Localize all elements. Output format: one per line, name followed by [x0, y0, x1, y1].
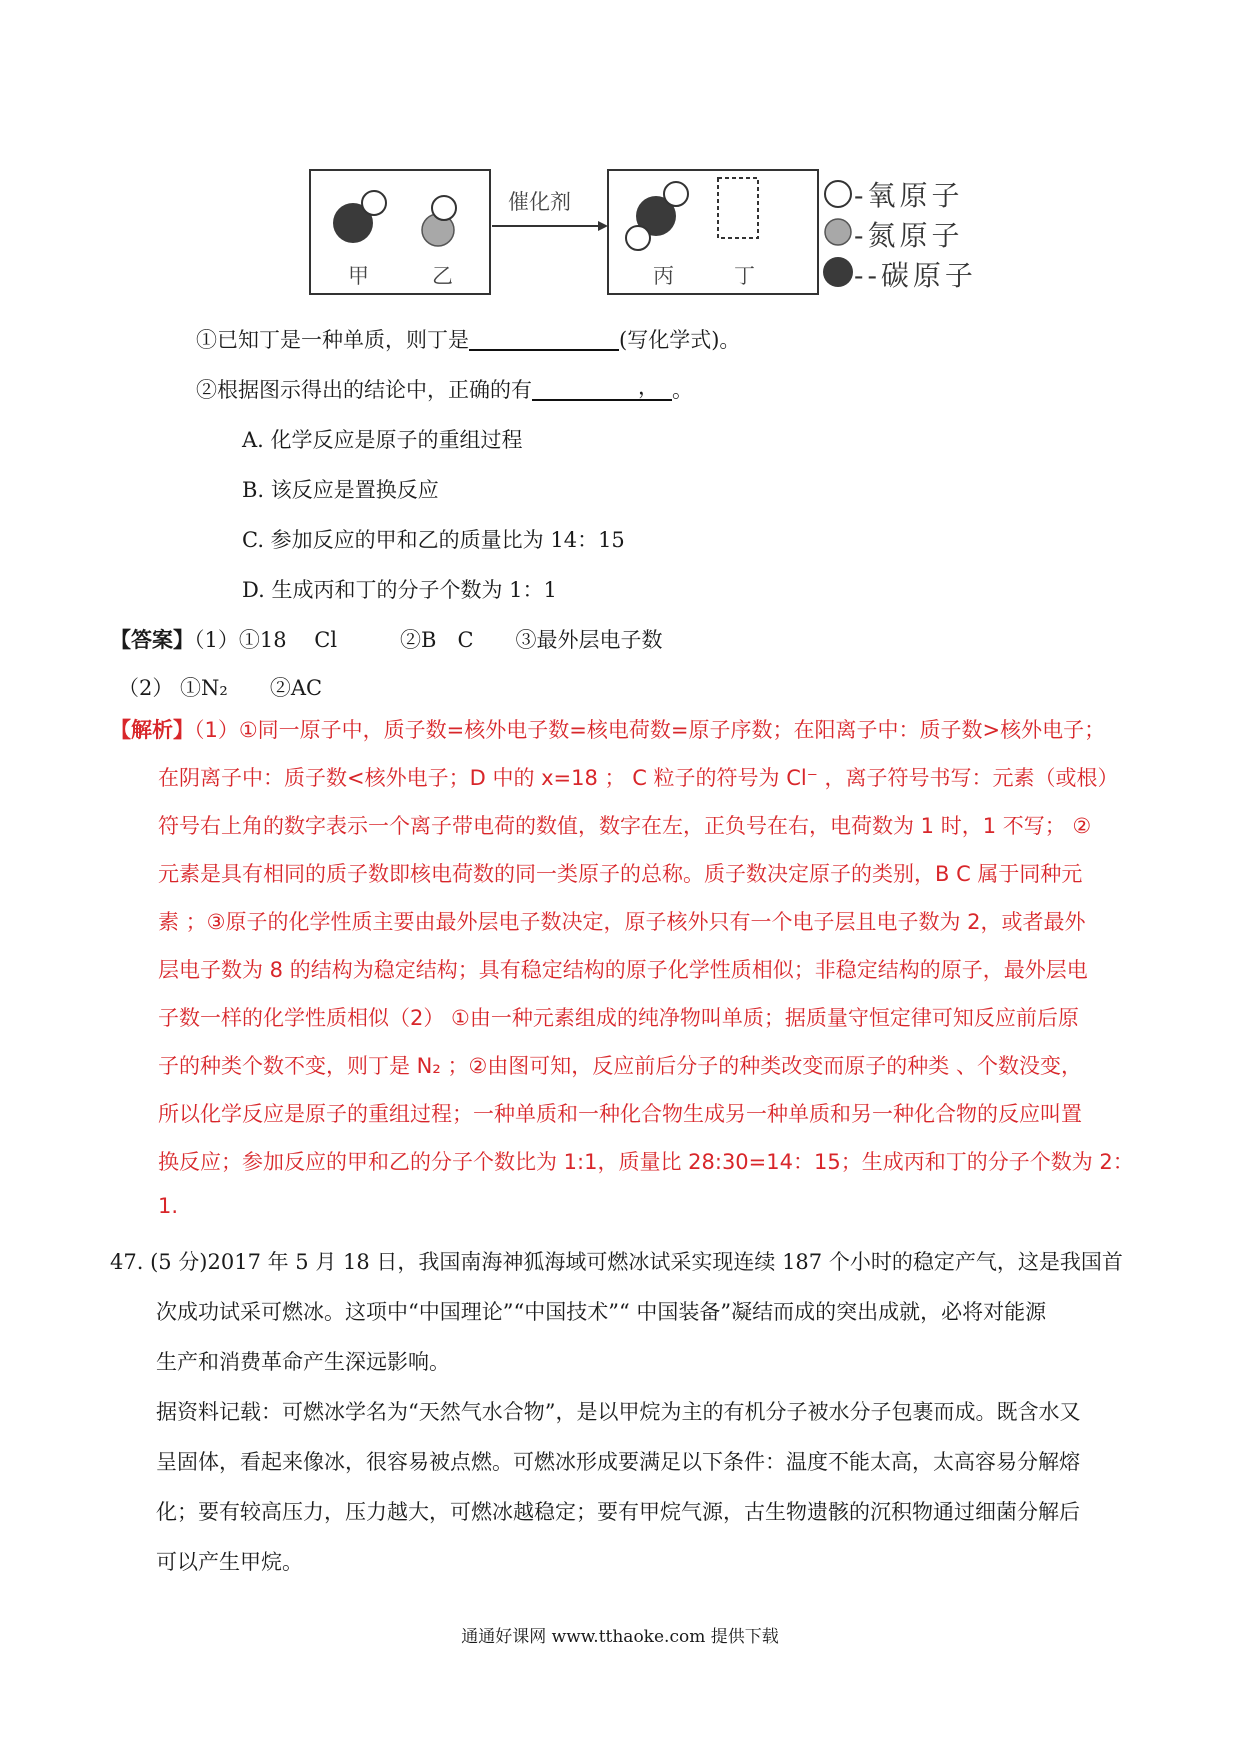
analysis-line-7: 子数一样的化学性质相似（2） ①由一种元素组成的纯净物叫单质；据质量守恒定律可知反应前后原 — [158, 1006, 1079, 1030]
option-a: A. 化学反应是原子的重组过程 — [242, 428, 523, 452]
analysis-line-4: 元素是具有相同的质子数即核电荷数的同一类原子的总称。质子数决定原子的类别，B C 属于同种元 — [158, 862, 1083, 886]
bing-oxygen-atom-2 — [626, 226, 650, 250]
yi-oxygen-atom — [432, 196, 456, 220]
legend-carbon-text: --碳原子 — [854, 259, 977, 292]
ding-label: 丁 — [734, 264, 755, 288]
question-1-blank[interactable] — [469, 327, 619, 351]
legend-carbon-circle — [823, 257, 853, 287]
analysis-line-5: 素 ；③原子的化学性质主要由最外层电子数决定，原子核外只有一个电子层且电子数为 2，或者最外 — [158, 910, 1086, 934]
legend-oxygen-text: -氧原子 — [854, 179, 964, 212]
question-2 — [196, 374, 693, 404]
question-1-prefix: ①已知丁是一种单质，则丁是 — [196, 328, 469, 352]
legend-nitrogen-text: -氮原子 — [854, 219, 964, 252]
legend-oxygen-circle — [825, 181, 851, 207]
analysis-label: 【解析】 — [110, 718, 194, 742]
analysis-line-3: 符号右上角的数字表示一个离子带电荷的数值，数字在左，正负号在右，电荷数为 1 时，1 不写； ② — [158, 814, 1092, 838]
arrow-head — [598, 221, 608, 231]
jia-label: 甲 — [348, 264, 369, 288]
analysis-line-10: 换反应；参加反应的甲和乙的分子个数比为 1:1，质量比 28:30=14：15；生成丙和丁的分子个数为 2： — [158, 1150, 1134, 1174]
question-2-suffix: 。 — [672, 378, 693, 402]
answer-line-1 — [110, 624, 663, 654]
legend-nitrogen-circle — [825, 219, 851, 245]
q47-line-2: 次成功试采可燃冰。这项中“中国理论”“中国技术”“ 中国装备”凝结而成的突出成就，必将对能源 — [156, 1300, 1047, 1324]
bing-label: 丙 — [653, 264, 674, 288]
analysis-line-2: 在阴离子中：质子数<核外电子；D 中的 x=18 ； C 粒子的符号为 Cl⁻ ，离子符号书写：元素（或根） — [158, 766, 1119, 790]
reaction-diagram — [308, 168, 990, 298]
q47-line-3: 生产和消费革命产生深远影响。 — [156, 1350, 450, 1374]
option-d: D. 生成丙和丁的分子个数为 1：1 — [242, 578, 557, 602]
question-2-prefix: ②根据图示得出的结论中，正确的有 — [196, 378, 532, 402]
answer-label: 【答案】 — [110, 627, 194, 652]
answer-line-2: （2） ①N₂ ②AC — [118, 676, 323, 700]
analysis-line-1 — [110, 714, 1105, 744]
q47-line-4: 据资料记载：可燃冰学名为“天然气水合物”，是以甲烷为主的有机分子被水分子包裹而成。既含水又 — [156, 1400, 1081, 1424]
question-2-mark: ， — [638, 375, 659, 399]
bing-oxygen-atom-1 — [664, 182, 688, 206]
catalyst-label: 催化剂 — [508, 190, 571, 214]
jia-oxygen-atom — [362, 191, 386, 215]
q47-line-6: 化；要有较高压力，压力越大，可燃冰越稳定；要有甲烷气源，古生物遗骸的沉积物通过细菌分解后 — [156, 1500, 1080, 1524]
option-b: B. 该反应是置换反应 — [242, 478, 439, 502]
q47-line-1: 47. (5 分)2017 年 5 月 18 日，我国南海神狐海域可燃冰试采实现连续 187 个小时的稳定产气，这是我国首 — [110, 1250, 1123, 1274]
yi-label: 乙 — [432, 264, 453, 288]
analysis-text-1: （1）①同一原子中，质子数=核外电子数=核电荷数=原子序数；在阳离子中：质子数>核外电子； — [194, 718, 1106, 742]
option-c: C. 参加反应的甲和乙的质量比为 14：15 — [242, 528, 625, 552]
analysis-line-8: 子的种类个数不变，则丁是 N₂ ；②由图可知，反应前后分子的种类改变而原子的种类 、个数没变， — [158, 1054, 1082, 1078]
question-1 — [196, 324, 740, 354]
analysis-line-6: 层电子数为 8 的结构为稳定结构；具有稳定结构的原子化学性质相似；非稳定结构的原子，最外层电 — [158, 958, 1088, 982]
question-1-suffix: (写化学式)。 — [619, 328, 741, 352]
answer-text-1: （1）①18 Cl ②B C ③最外层电子数 — [194, 628, 663, 652]
analysis-line-11: 1. — [158, 1194, 179, 1218]
page-footer: 通通好课网 www.tthaoke.com 提供下载 — [461, 1627, 779, 1647]
question-2-blank[interactable] — [532, 377, 672, 401]
q47-line-5: 呈固体，看起来像冰，很容易被点燃。可燃冰形成要满足以下条件：温度不能太高，太高容易分解熔 — [156, 1450, 1080, 1474]
analysis-line-9: 所以化学反应是原子的重组过程；一种单质和一种化合物生成另一种单质和另一种化合物的反应叫置 — [158, 1102, 1082, 1126]
q47-line-7: 可以产生甲烷。 — [156, 1550, 303, 1574]
